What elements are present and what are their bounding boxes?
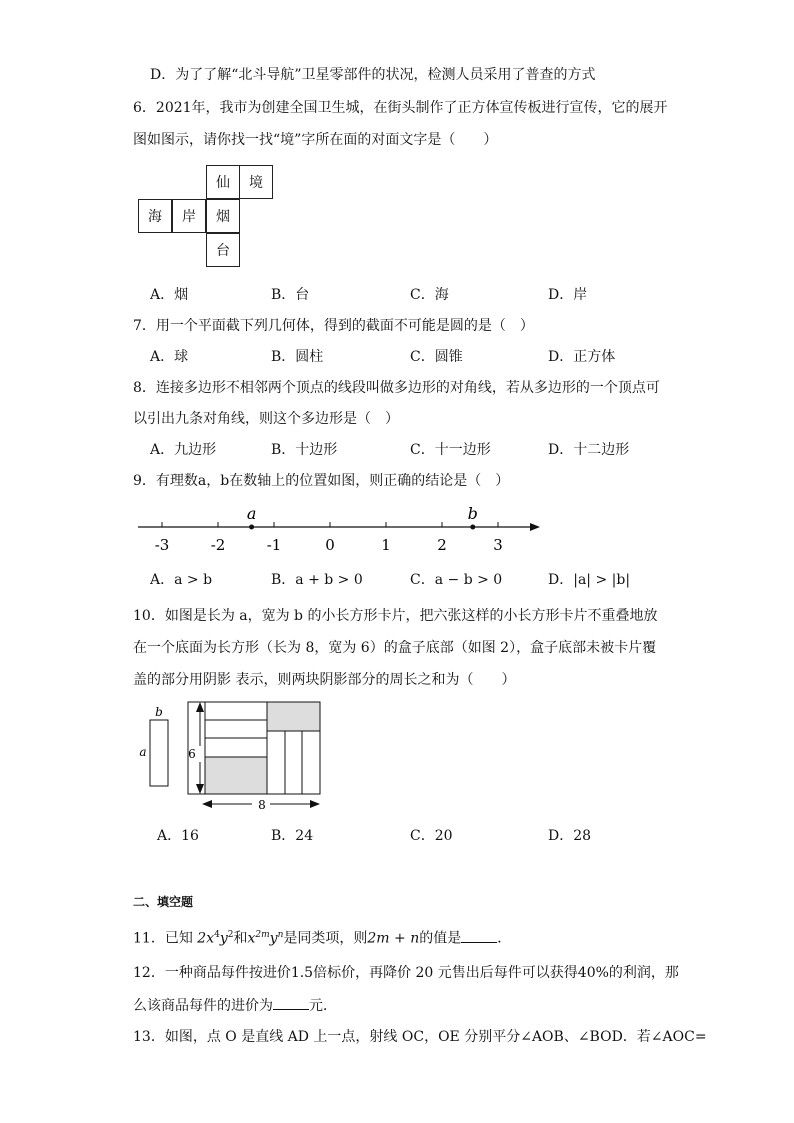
- number-line-tick-label: -3: [154, 536, 170, 554]
- q8-option-b: B．十边形: [271, 442, 338, 458]
- shaded-region-top-right: [267, 702, 320, 731]
- q9-option-a: A．a > b: [150, 572, 213, 588]
- net-cell-tai: 台: [206, 233, 240, 267]
- number-line-figure: [130, 500, 550, 556]
- q11-answer-blank[interactable]: [461, 928, 497, 943]
- q11-expression: 2m + n: [367, 930, 420, 947]
- q12-text-line1: 12．一种商品每件按进价1.5倍标价，再降价 20 元售出后每件可以获得40%的利润，那: [133, 965, 679, 981]
- section-title: 二、填空题: [133, 895, 194, 909]
- card-width-label: b: [155, 705, 163, 719]
- width-arrowhead: [202, 800, 212, 808]
- net-cell-yan: 烟: [206, 199, 240, 233]
- q12-text-line2: [133, 995, 337, 1016]
- q6-option-c: C．海: [410, 287, 449, 303]
- q11-mid: 是同类项，则: [283, 930, 368, 947]
- q11-term2-exp: 2m: [255, 930, 270, 940]
- q12-line2-start: 么该商品每件的进价为: [133, 998, 273, 1014]
- q8-option-d: D．十二边形: [548, 442, 630, 458]
- q11-term2-y-exp: n: [277, 930, 284, 940]
- number-line-tick-label: 3: [493, 536, 503, 554]
- q12-answer-blank[interactable]: [273, 995, 309, 1010]
- q11-term1-exp: 4: [214, 930, 220, 940]
- q11-term1: 2x: [197, 930, 215, 947]
- q11-suffix: 的值是: [419, 930, 462, 947]
- q11-text: [133, 925, 511, 949]
- q13-text: 13．如图，点 O 是直线 AD 上一点，射线 OC，OE 分别平分∠AOB、∠BOD．若∠AOC=: [133, 1029, 707, 1045]
- q10-text-line2: 在一个底面为长方形（长为 8，宽为 6）的盒子底部（如图 2），盒子底部未被卡片覆: [133, 640, 657, 656]
- net-cell-xian: 仙: [206, 165, 240, 199]
- q8-option-c: C．十一边形: [410, 442, 491, 458]
- q11-term2-y: y: [269, 930, 278, 947]
- q9-text: 9．有理数a，b在数轴上的位置如图，则正确的结论是（ ）: [133, 473, 510, 489]
- q8-option-a: A．九边形: [150, 442, 217, 458]
- q11-and: 和: [233, 930, 248, 947]
- box-width-label: 8: [258, 798, 266, 812]
- point-b-dot: [470, 525, 475, 530]
- q5-option-d: D．为了了解“北斗导航”卫星零部件的状况，检测人员采用了普查的方式: [150, 67, 596, 83]
- q6-option-d: D．岸: [548, 287, 588, 303]
- q11-term1-y-exp: 2: [227, 930, 234, 940]
- number-line-tick-label: -2: [210, 536, 226, 554]
- net-cell-jing: 境: [239, 165, 273, 199]
- net-cell-an: 岸: [172, 199, 206, 233]
- q10-text-line1: 10．如图是长为 a，宽为 b 的小长方形卡片，把六张这样的小长方形卡片不重叠地放: [133, 608, 658, 624]
- q8-text-line2: 以引出九条对角线，则这个多边形是（ ）: [133, 411, 399, 427]
- box-height-label: 6: [188, 747, 196, 761]
- q10-option-b: B．24: [271, 828, 314, 844]
- number-line-arrow: [530, 523, 540, 531]
- q10-text-line3: 盖的部分用阴影 表示，则两块阴影部分的周长之和为（ ）: [133, 672, 516, 688]
- q6-option-b: B．台: [271, 287, 310, 303]
- q11-prefix: 11．已知: [133, 930, 193, 947]
- number-line-tick-label: -1: [266, 536, 282, 554]
- point-a-label: a: [246, 504, 257, 523]
- q11-end: ．: [497, 930, 512, 947]
- q6-text-line1: 6．2021年，我市为创建全国卫生城，在街头制作了正方体宣传板进行宣传，它的展开: [133, 100, 668, 116]
- q7-option-b: B．圆柱: [271, 349, 324, 365]
- shaded-region-bottom-left: [205, 757, 267, 794]
- q8-text-line1: 8．连接多边形不相邻两个顶点的线段叫做多边形的对角线，若从多边形的一个顶点可: [133, 380, 660, 396]
- net-cell-hai: 海: [138, 199, 172, 233]
- q7-option-c: C．圆锥: [410, 349, 463, 365]
- width-arrowhead: [310, 800, 320, 808]
- q12-line2-end: 元．: [309, 998, 337, 1014]
- q11-term1-y: y: [219, 930, 228, 947]
- number-line-tick-label: 0: [325, 536, 335, 554]
- q9-option-c: C．a − b > 0: [410, 572, 503, 588]
- q9-option-d: D．|a| > |b|: [548, 572, 631, 588]
- q6-text-line2: 图如图示，请你找一找“境”字所在面的对面文字是（ ）: [133, 132, 498, 148]
- card-length-label: a: [139, 745, 147, 759]
- q7-option-d: D．正方体: [548, 349, 616, 365]
- q11-term2: x: [247, 930, 256, 947]
- point-b-label: b: [467, 504, 478, 523]
- point-a-dot: [249, 525, 254, 530]
- number-line-tick-label: 2: [437, 536, 447, 554]
- q6-option-a: A．烟: [150, 287, 189, 303]
- q7-option-a: A．球: [150, 349, 189, 365]
- q10-option-c: C．20: [410, 828, 453, 844]
- q9-option-b: B．a + b > 0: [271, 572, 363, 588]
- small-card: [150, 720, 168, 786]
- q10-option-a: A．16: [157, 828, 199, 844]
- q10-card-figures: [130, 696, 330, 820]
- number-line-tick-label: 1: [381, 536, 391, 554]
- q7-text: 7．用一个平面截下列几何体，得到的截面不可能是圆的是（ ）: [133, 318, 534, 334]
- q10-option-d: D．28: [548, 828, 592, 844]
